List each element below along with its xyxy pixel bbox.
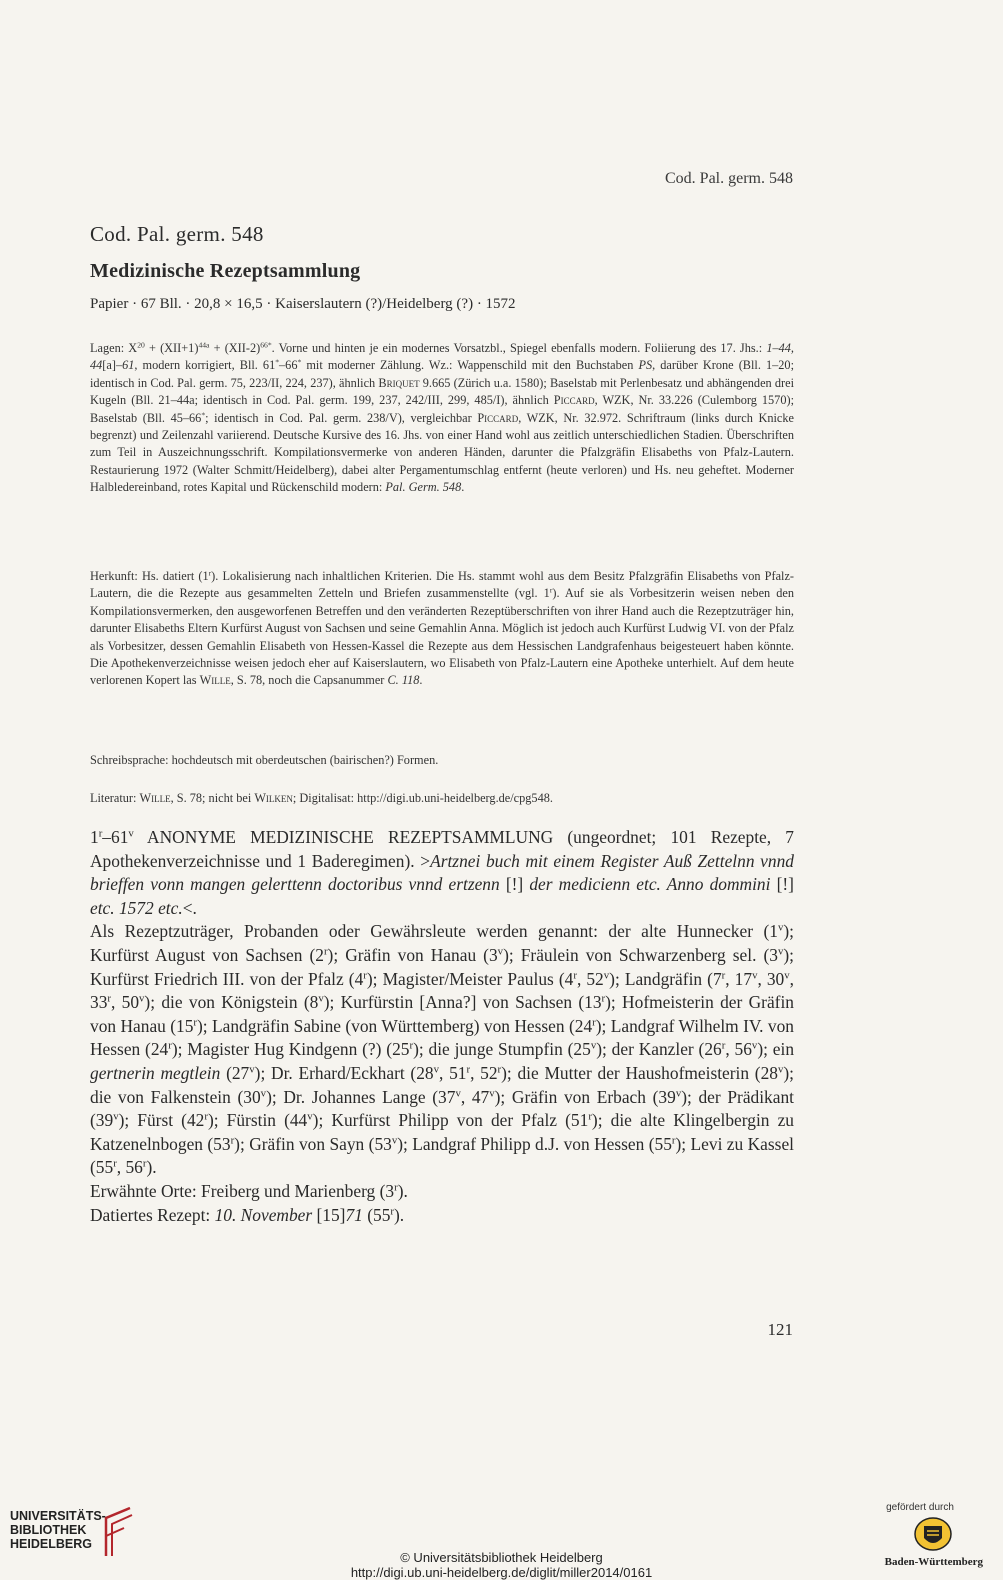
herkunft-paragraph: Herkunft: Hs. datiert (1$^r$). Lokalisierung nach inhaltlichen Kriterien. Die Hs. stammt wohl aus dem Besitz Pfalzgräfin Elisabeths von Pfalz-Lautern, die die Rezepte aus gesammelten Zetteln und Briefen zusammenstellte (vgl. 1$^r$). Auf sie als Vorbesitzerin weisen neben den Kompilationsvermerken, den ausgeworfenen Betreffen und den veränderten Rezeptüberschriften von ihrer Hand auch die Rezeptzuträger hin, darunter Elisabeths Eltern Kurfürst August von Sachsen und seine Gemahlin Anna. Möglich ist jedoch auch Kurfürst Ludwig VI. von der Pfalz als Vorbesitzer, dessen Gemahlin Elisabeth von Hessen-Kassel die Rezepte aus dem Hessischen Landgrafenhaus beigesteuert haben könnte. Die Apothekenverzeichnisse weisen jedoch eher auf Kaiserslautern, wo Elisabeth von Pfalz-Lautern eine Apotheke unterhielt. Auf dem heute verlorenen Kopert las Wille, S. 78, noch die Capsanummer C. 118.	[90, 568, 794, 688]
footer-copyright	[0, 1550, 1003, 1580]
funded-by-text: gefördert durch	[886, 1502, 954, 1513]
footer	[0, 1490, 1003, 1580]
content-entry: 1$^r$–61$^v$ ANONYME MEDIZINISCHE REZEPTSAMMLUNG (ungeordnet; 101 Rezepte, 7 Apothekenverzeichnisse und 1 Baderegimen). >Artznei buch mit einem Register Auß Zettelnn vnnd brieffen vonn mangen gelerttenn doctoribus vnnd ertzenn [!] der medicienn etc. Anno dommini [!] etc. 1572 etc.<. Als Rezeptzuträger, Probanden oder Gewährsleute werden genannt: der alte Hunnecker (1$^v$); Kurfürst August von Sachsen (2$^r$); Gräfin von Hanau (3$^v$); Fräulein von Schwarzenberg sel. (3$^v$); Kurfürst Friedrich III. von der Pfalz (4$^r$); Magister/Meister Paulus (4$^r$, 52$^v$); Landgräfin (7$^r$, 17$^v$, 30$^v$, 33$^r$, 50$^v$); die von Königstein (8$^v$); Kurfürstin [Anna?] von Sachsen (13$^r$); Hofmeisterin der Gräfin von Hanau (15$^r$); Landgräfin Sabine (von Württemberg) von Hessen (24$^r$); Landgraf Wilhelm IV. von Hessen (24$^r$); Magister Hug Kindgenn (?) (25$^r$); die junge Stumpfin (25$^v$); der Kanzler (26$^r$, 56$^v$); ein gertnerin megtlein (27$^v$); Dr. Erhard/Eckhart (28$^v$, 51$^r$, 52$^r$); die Mutter der Haushofmeisterin (28$^v$); die von Falkenstein (30$^v$); Dr. Johannes Lange (37$^v$, 47$^v$); Gräfin von Erbach (39$^v$); der Prädikant (39$^v$); Fürst (42$^r$); Fürstin (44$^v$); Kurfürst Philipp von der Pfalz (51$^r$); die alte Klingelbergin zu Katzenelnbogen (53$^r$); Gräfin von Sayn (53$^v$); Landgraf Philipp d.J. von Hessen (55$^r$); Levi zu Kassel (55$^r$, 56$^r$). Erwähnte Orte: Freiberg und Marienberg (3$^r$). Datiertes Rezept: 10. November [15]71 (55$^r$).	[90, 827, 795, 1225]
page-url[interactable]: http://digi.ub.uni-heidelberg.de/diglit/miller2014/0161	[350, 1565, 653, 1580]
page-subtitle: Medizinische Rezeptsammlung	[90, 260, 361, 282]
lagen-paragraph: Lagen: $X^{20} + (XII+1)^{44a} + (XII-2)^{66*}$. Vorne und hinten je ein modernes Vorsatzbl., Spiegel ebenfalls modern. Foliierung des 17. Jhs.: 1–44, 44[a]–61, modern korrigiert, Bll. 61*–66* mit moderner Zählung. Wz.: Wappenschild mit den Buchstaben PS, darüber Krone (Bll. 1–20; identisch in Cod. Pal. germ. 75, 223/II, 224, 237), ähnlich Briquet 9.665 (Zürich u.a. 1580); Baselstab mit Perlenbesatz und abhängenden drei Kugeln (Bll. 21–44a; identisch in Cod. Pal. germ. 199, 237, 242/III, 299, 485/I), ähnlich Piccard, WZK, Nr. 33.226 (Culemborg 1570); Baselstab (Bll. 45–66*; identisch in Cod. Pal. germ. 238/V), vergleichbar Piccard, WZK, Nr. 32.972. Schriftraum (links durch Knicke begrenzt) und Zeilenzahl variierend. Deutsche Kursive des 16. Jhs. von einer Hand wohl aus zeitlich unterschiedlichen Stadien. Überschriften zum Teil in Auszeichnungsschrift. Kompilationsvermerke von anderen Händen, darunter die Pfalzgräfin Elisabeths von Pfalz-Lautern. Restaurierung 1972 (Walter Schmitt/Heidelberg), dabei alter Pergamentumschlag entfernt (heute verloren) und Hs. neu geheftet. Moderner Halbledereinband, rotes Kapital und Rückenschild modern: Pal. Germ. 548.	[90, 340, 794, 495]
manuscript-meta: Papier · 67 Bll. · 20,8 × 16,5 · Kaiserslautern (?)/Heidelberg (?) · 1572	[90, 296, 516, 312]
schreibsprache-paragraph: Schreibsprache: hochdeutsch mit oberdeutschen (bairischen?) Formen.	[90, 753, 439, 767]
copyright-text: © Universitätsbibliothek Heidelberg	[400, 1550, 603, 1565]
library-line-1: UNIVERSITÄTS-	[10, 1509, 106, 1523]
page-number: 121	[767, 1320, 793, 1339]
running-head: Cod. Pal. germ. 548	[665, 170, 793, 187]
page-title: Cod. Pal. germ. 548	[90, 222, 264, 246]
library-logo-text	[10, 1509, 106, 1551]
coat-of-arms-icon	[913, 1516, 953, 1552]
literatur-paragraph: Literatur: Wille, S. 78; nicht bei Wilken; Digitalisat: http://digi.ub.uni-heidelberg.de/cpg548.	[90, 791, 553, 805]
library-line-3: HEIDELBERG	[10, 1537, 92, 1551]
library-line-2: BIBLIOTHEK	[10, 1523, 87, 1537]
funder-name: Baden-Württemberg	[884, 1556, 983, 1568]
